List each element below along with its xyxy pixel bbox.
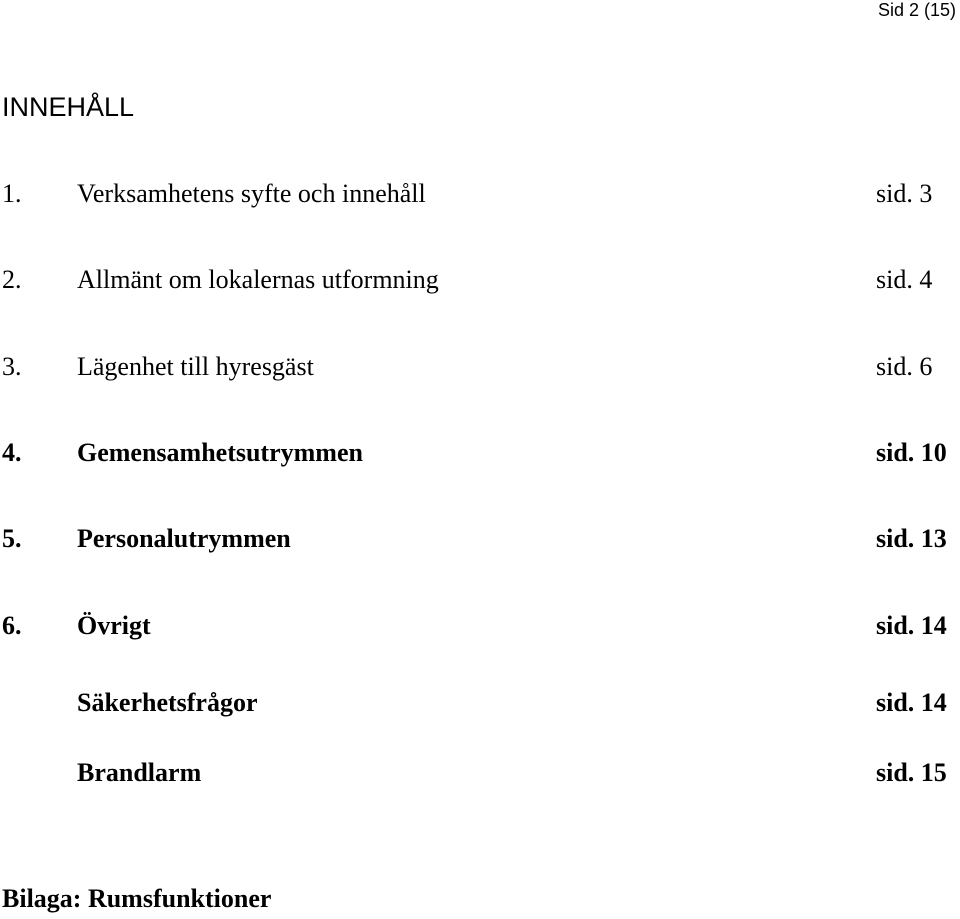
toc-subentry [0,758,960,788]
toc-entry-number: 4. [2,438,22,467]
toc-entry-page: sid. 13 [876,524,947,553]
toc-entry-number: 5. [2,524,22,553]
toc-entry-title: Gemensamhetsutrymmen [77,438,363,467]
toc-entry-page: sid. 6 [876,352,933,381]
toc-entry [0,524,960,554]
toc-entry-number: 1. [2,179,22,208]
toc-entry [0,265,960,295]
toc-entry-number: 2. [2,265,22,294]
toc-entry-number: 6. [2,611,22,640]
toc-heading: INNEHÅLL [2,92,135,122]
appendix-label: Bilaga: Rumsfunktioner [2,884,272,913]
toc-entry-page: sid. 14 [876,688,947,717]
toc-entry [0,179,960,209]
toc-entry-page: sid. 3 [876,179,933,208]
toc-entry-page: sid. 4 [876,265,933,294]
toc-entry-number: 3. [2,352,22,381]
toc-entry [0,352,960,382]
toc-subentry [0,688,960,718]
toc-entry-page: sid. 15 [876,758,947,787]
toc-entry-title: Säkerhetsfrågor [77,688,258,717]
toc-entry-title: Allmänt om lokalernas utformning [77,265,439,294]
toc-entry-title: Övrigt [77,611,151,640]
toc-entry [0,611,960,641]
toc-entry-title: Verksamhetens syfte och innehåll [77,179,426,208]
toc-entry [0,438,960,468]
toc-entry-title: Brandlarm [77,758,202,787]
page-number: Sid 2 (15) [877,0,956,20]
toc-entry-title: Lägenhet till hyresgäst [77,352,314,381]
toc-entry-page: sid. 14 [876,611,947,640]
toc-entry-page: sid. 10 [876,438,947,467]
toc-entry-title: Personalutrymmen [77,524,291,553]
